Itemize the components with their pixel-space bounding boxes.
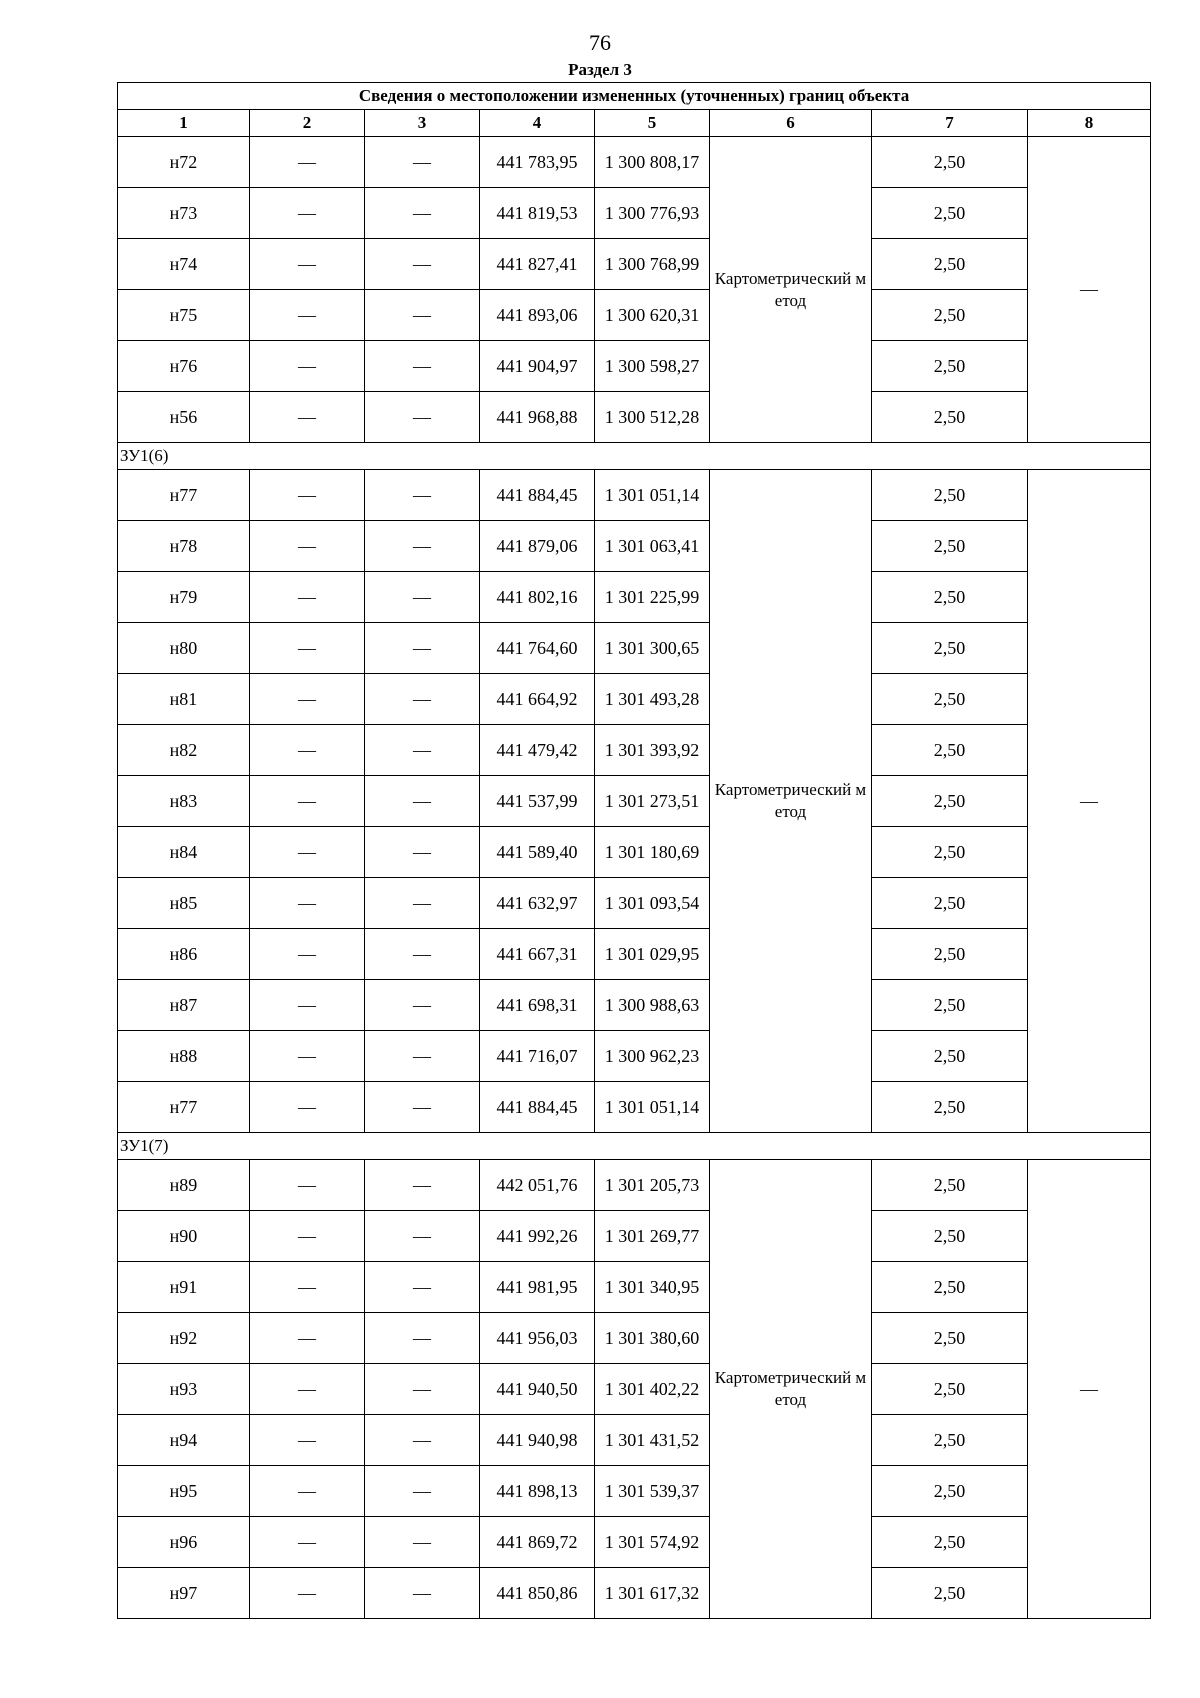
y-coordinate-cell: 1 301 539,37	[595, 1466, 710, 1517]
parcel-label: ЗУ1(7)	[118, 1133, 1151, 1160]
accuracy-cell: 2,50	[872, 1082, 1028, 1133]
point-name-cell: н77	[118, 1082, 250, 1133]
column-2-cell: —	[250, 290, 365, 341]
column-2-cell: —	[250, 137, 365, 188]
column-2-cell: —	[250, 623, 365, 674]
column-number-2: 2	[250, 110, 365, 137]
table-caption: Сведения о местоположении измененных (уточненных) границ объекта	[118, 83, 1151, 110]
column-2-cell: —	[250, 188, 365, 239]
column-3-cell: —	[365, 878, 480, 929]
column-number-3: 3	[365, 110, 480, 137]
method-text: Картометрический метод	[714, 780, 867, 821]
table-row	[118, 1415, 1151, 1466]
accuracy-cell: 2,50	[872, 188, 1028, 239]
y-coordinate-cell: 1 301 051,14	[595, 470, 710, 521]
x-coordinate-cell: 441 981,95	[480, 1262, 595, 1313]
table-row	[118, 827, 1151, 878]
x-coordinate-cell: 441 783,95	[480, 137, 595, 188]
x-coordinate-cell: 441 904,97	[480, 341, 595, 392]
table-caption-row	[118, 83, 1151, 110]
x-coordinate-cell: 441 802,16	[480, 572, 595, 623]
accuracy-cell: 2,50	[872, 1031, 1028, 1082]
table-row	[118, 1082, 1151, 1133]
y-coordinate-cell: 1 301 093,54	[595, 878, 710, 929]
x-coordinate-cell: 441 940,50	[480, 1364, 595, 1415]
point-name-cell: н89	[118, 1160, 250, 1211]
column-2-cell: —	[250, 929, 365, 980]
accuracy-cell: 2,50	[872, 470, 1028, 521]
y-coordinate-cell: 1 301 051,14	[595, 1082, 710, 1133]
y-coordinate-cell: 1 301 431,52	[595, 1415, 710, 1466]
column-3-cell: —	[365, 776, 480, 827]
accuracy-cell: 2,50	[872, 392, 1028, 443]
column-2-cell: —	[250, 980, 365, 1031]
x-coordinate-cell: 441 956,03	[480, 1313, 595, 1364]
point-name-cell: н86	[118, 929, 250, 980]
accuracy-cell: 2,50	[872, 1262, 1028, 1313]
x-coordinate-cell: 441 850,86	[480, 1568, 595, 1619]
table-body	[118, 83, 1151, 1619]
accuracy-cell: 2,50	[872, 980, 1028, 1031]
parcel-group-row	[118, 1133, 1151, 1160]
method-text: Картометрический метод	[714, 1368, 867, 1409]
column-3-cell: —	[365, 137, 480, 188]
column-2-cell: —	[250, 1031, 365, 1082]
point-name-cell: н97	[118, 1568, 250, 1619]
column-3-cell: —	[365, 674, 480, 725]
column-3-cell: —	[365, 1262, 480, 1313]
column-number-7: 7	[872, 110, 1028, 137]
point-name-cell: н75	[118, 290, 250, 341]
y-coordinate-cell: 1 300 598,27	[595, 341, 710, 392]
y-coordinate-cell: 1 300 962,23	[595, 1031, 710, 1082]
table-row	[118, 623, 1151, 674]
column-2-cell: —	[250, 1415, 365, 1466]
column-3-cell: —	[365, 290, 480, 341]
column-2-cell: —	[250, 776, 365, 827]
column-2-cell: —	[250, 341, 365, 392]
table-row	[118, 980, 1151, 1031]
x-coordinate-cell: 442 051,76	[480, 1160, 595, 1211]
parcel-group-row	[118, 443, 1151, 470]
y-coordinate-cell: 1 300 988,63	[595, 980, 710, 1031]
column-number-row	[118, 110, 1151, 137]
column-2-cell: —	[250, 1466, 365, 1517]
y-coordinate-cell: 1 301 402,22	[595, 1364, 710, 1415]
x-coordinate-cell: 441 667,31	[480, 929, 595, 980]
y-coordinate-cell: 1 301 574,92	[595, 1517, 710, 1568]
point-name-cell: н88	[118, 1031, 250, 1082]
x-coordinate-cell: 441 698,31	[480, 980, 595, 1031]
point-name-cell: н74	[118, 239, 250, 290]
column-3-cell: —	[365, 1211, 480, 1262]
accuracy-cell: 2,50	[872, 1313, 1028, 1364]
point-name-cell: н84	[118, 827, 250, 878]
point-name-cell: н90	[118, 1211, 250, 1262]
point-name-cell: н73	[118, 188, 250, 239]
column-2-cell: —	[250, 521, 365, 572]
point-name-cell: н85	[118, 878, 250, 929]
parcel-label: ЗУ1(6)	[118, 443, 1151, 470]
column-3-cell: —	[365, 188, 480, 239]
accuracy-cell: 2,50	[872, 1211, 1028, 1262]
table-row	[118, 1262, 1151, 1313]
x-coordinate-cell: 441 884,45	[480, 1082, 595, 1133]
accuracy-cell: 2,50	[872, 1568, 1028, 1619]
column-2-cell: —	[250, 1364, 365, 1415]
column-3-cell: —	[365, 470, 480, 521]
table-row	[118, 137, 1151, 188]
accuracy-cell: 2,50	[872, 827, 1028, 878]
point-name-cell: н94	[118, 1415, 250, 1466]
point-name-cell: н96	[118, 1517, 250, 1568]
column-8-cell: —	[1028, 1160, 1151, 1619]
column-2-cell: —	[250, 827, 365, 878]
accuracy-cell: 2,50	[872, 776, 1028, 827]
y-coordinate-cell: 1 301 617,32	[595, 1568, 710, 1619]
table-row	[118, 1031, 1151, 1082]
x-coordinate-cell: 441 893,06	[480, 290, 595, 341]
x-coordinate-cell: 441 764,60	[480, 623, 595, 674]
point-name-cell: н76	[118, 341, 250, 392]
y-coordinate-cell: 1 300 620,31	[595, 290, 710, 341]
table-row	[118, 776, 1151, 827]
point-name-cell: н83	[118, 776, 250, 827]
x-coordinate-cell: 441 716,07	[480, 1031, 595, 1082]
column-3-cell: —	[365, 980, 480, 1031]
y-coordinate-cell: 1 301 300,65	[595, 623, 710, 674]
column-2-cell: —	[250, 878, 365, 929]
column-number-6: 6	[710, 110, 872, 137]
column-number-4: 4	[480, 110, 595, 137]
column-2-cell: —	[250, 1568, 365, 1619]
column-8-cell: —	[1028, 470, 1151, 1133]
y-coordinate-cell: 1 300 512,28	[595, 392, 710, 443]
accuracy-cell: 2,50	[872, 1517, 1028, 1568]
table-row	[118, 290, 1151, 341]
x-coordinate-cell: 441 968,88	[480, 392, 595, 443]
accuracy-cell: 2,50	[872, 137, 1028, 188]
method-cell	[710, 470, 872, 1133]
column-3-cell: —	[365, 1415, 480, 1466]
accuracy-cell: 2,50	[872, 929, 1028, 980]
column-3-cell: —	[365, 725, 480, 776]
accuracy-cell: 2,50	[872, 572, 1028, 623]
table-row	[118, 239, 1151, 290]
table-row	[118, 929, 1151, 980]
column-3-cell: —	[365, 623, 480, 674]
point-name-cell: н79	[118, 572, 250, 623]
column-3-cell: —	[365, 1364, 480, 1415]
table-row	[118, 1517, 1151, 1568]
y-coordinate-cell: 1 301 180,69	[595, 827, 710, 878]
column-3-cell: —	[365, 521, 480, 572]
boundary-coordinates-table	[117, 82, 1151, 1619]
table-row	[118, 188, 1151, 239]
y-coordinate-cell: 1 301 340,95	[595, 1262, 710, 1313]
table-row	[118, 470, 1151, 521]
column-3-cell: —	[365, 1313, 480, 1364]
y-coordinate-cell: 1 301 380,60	[595, 1313, 710, 1364]
page-number: 76	[589, 30, 611, 55]
y-coordinate-cell: 1 300 808,17	[595, 137, 710, 188]
point-name-cell: н93	[118, 1364, 250, 1415]
y-coordinate-cell: 1 301 063,41	[595, 521, 710, 572]
x-coordinate-cell: 441 879,06	[480, 521, 595, 572]
point-name-cell: н80	[118, 623, 250, 674]
method-cell	[710, 1160, 872, 1619]
x-coordinate-cell: 441 940,98	[480, 1415, 595, 1466]
x-coordinate-cell: 441 537,99	[480, 776, 595, 827]
y-coordinate-cell: 1 301 205,73	[595, 1160, 710, 1211]
column-2-cell: —	[250, 1082, 365, 1133]
table-row	[118, 1568, 1151, 1619]
x-coordinate-cell: 441 664,92	[480, 674, 595, 725]
x-coordinate-cell: 441 819,53	[480, 188, 595, 239]
table-row	[118, 341, 1151, 392]
point-name-cell: н72	[118, 137, 250, 188]
accuracy-cell: 2,50	[872, 521, 1028, 572]
table-row	[118, 1466, 1151, 1517]
y-coordinate-cell: 1 300 768,99	[595, 239, 710, 290]
table-row	[118, 572, 1151, 623]
x-coordinate-cell: 441 827,41	[480, 239, 595, 290]
y-coordinate-cell: 1 301 269,77	[595, 1211, 710, 1262]
column-3-cell: —	[365, 1466, 480, 1517]
accuracy-cell: 2,50	[872, 239, 1028, 290]
accuracy-cell: 2,50	[872, 341, 1028, 392]
column-3-cell: —	[365, 1160, 480, 1211]
y-coordinate-cell: 1 301 029,95	[595, 929, 710, 980]
column-number-5: 5	[595, 110, 710, 137]
accuracy-cell: 2,50	[872, 1160, 1028, 1211]
column-3-cell: —	[365, 239, 480, 290]
accuracy-cell: 2,50	[872, 1364, 1028, 1415]
accuracy-cell: 2,50	[872, 623, 1028, 674]
x-coordinate-cell: 441 869,72	[480, 1517, 595, 1568]
table-row	[118, 1211, 1151, 1262]
column-2-cell: —	[250, 725, 365, 776]
table-row	[118, 521, 1151, 572]
y-coordinate-cell: 1 301 493,28	[595, 674, 710, 725]
column-2-cell: —	[250, 239, 365, 290]
section-title: Раздел 3	[568, 60, 632, 79]
x-coordinate-cell: 441 632,97	[480, 878, 595, 929]
x-coordinate-cell: 441 589,40	[480, 827, 595, 878]
column-3-cell: —	[365, 827, 480, 878]
point-name-cell: н92	[118, 1313, 250, 1364]
column-2-cell: —	[250, 470, 365, 521]
column-2-cell: —	[250, 572, 365, 623]
y-coordinate-cell: 1 300 776,93	[595, 188, 710, 239]
column-3-cell: —	[365, 1031, 480, 1082]
method-cell	[710, 137, 872, 443]
point-name-cell: н95	[118, 1466, 250, 1517]
column-3-cell: —	[365, 929, 480, 980]
column-number-1: 1	[118, 110, 250, 137]
point-name-cell: н91	[118, 1262, 250, 1313]
column-3-cell: —	[365, 341, 480, 392]
table-row	[118, 1364, 1151, 1415]
table-row	[118, 878, 1151, 929]
table-row	[118, 1313, 1151, 1364]
x-coordinate-cell: 441 479,42	[480, 725, 595, 776]
column-8-cell: —	[1028, 137, 1151, 443]
column-2-cell: —	[250, 1313, 365, 1364]
point-name-cell: н77	[118, 470, 250, 521]
x-coordinate-cell: 441 992,26	[480, 1211, 595, 1262]
point-name-cell: н56	[118, 392, 250, 443]
column-2-cell: —	[250, 1211, 365, 1262]
accuracy-cell: 2,50	[872, 674, 1028, 725]
column-3-cell: —	[365, 1517, 480, 1568]
accuracy-cell: 2,50	[872, 878, 1028, 929]
column-2-cell: —	[250, 1517, 365, 1568]
accuracy-cell: 2,50	[872, 725, 1028, 776]
x-coordinate-cell: 441 898,13	[480, 1466, 595, 1517]
accuracy-cell: 2,50	[872, 1415, 1028, 1466]
x-coordinate-cell: 441 884,45	[480, 470, 595, 521]
column-3-cell: —	[365, 392, 480, 443]
point-name-cell: н82	[118, 725, 250, 776]
accuracy-cell: 2,50	[872, 290, 1028, 341]
column-2-cell: —	[250, 392, 365, 443]
table-row	[118, 392, 1151, 443]
accuracy-cell: 2,50	[872, 1466, 1028, 1517]
table-row	[118, 725, 1151, 776]
table-row	[118, 1160, 1151, 1211]
method-text: Картометрический метод	[714, 268, 867, 310]
column-2-cell: —	[250, 1262, 365, 1313]
y-coordinate-cell: 1 301 273,51	[595, 776, 710, 827]
point-name-cell: н81	[118, 674, 250, 725]
column-2-cell: —	[250, 1160, 365, 1211]
column-2-cell: —	[250, 674, 365, 725]
column-3-cell: —	[365, 1568, 480, 1619]
y-coordinate-cell: 1 301 225,99	[595, 572, 710, 623]
column-3-cell: —	[365, 1082, 480, 1133]
column-3-cell: —	[365, 572, 480, 623]
y-coordinate-cell: 1 301 393,92	[595, 725, 710, 776]
column-number-8: 8	[1028, 110, 1151, 137]
point-name-cell: н78	[118, 521, 250, 572]
point-name-cell: н87	[118, 980, 250, 1031]
table-row	[118, 674, 1151, 725]
